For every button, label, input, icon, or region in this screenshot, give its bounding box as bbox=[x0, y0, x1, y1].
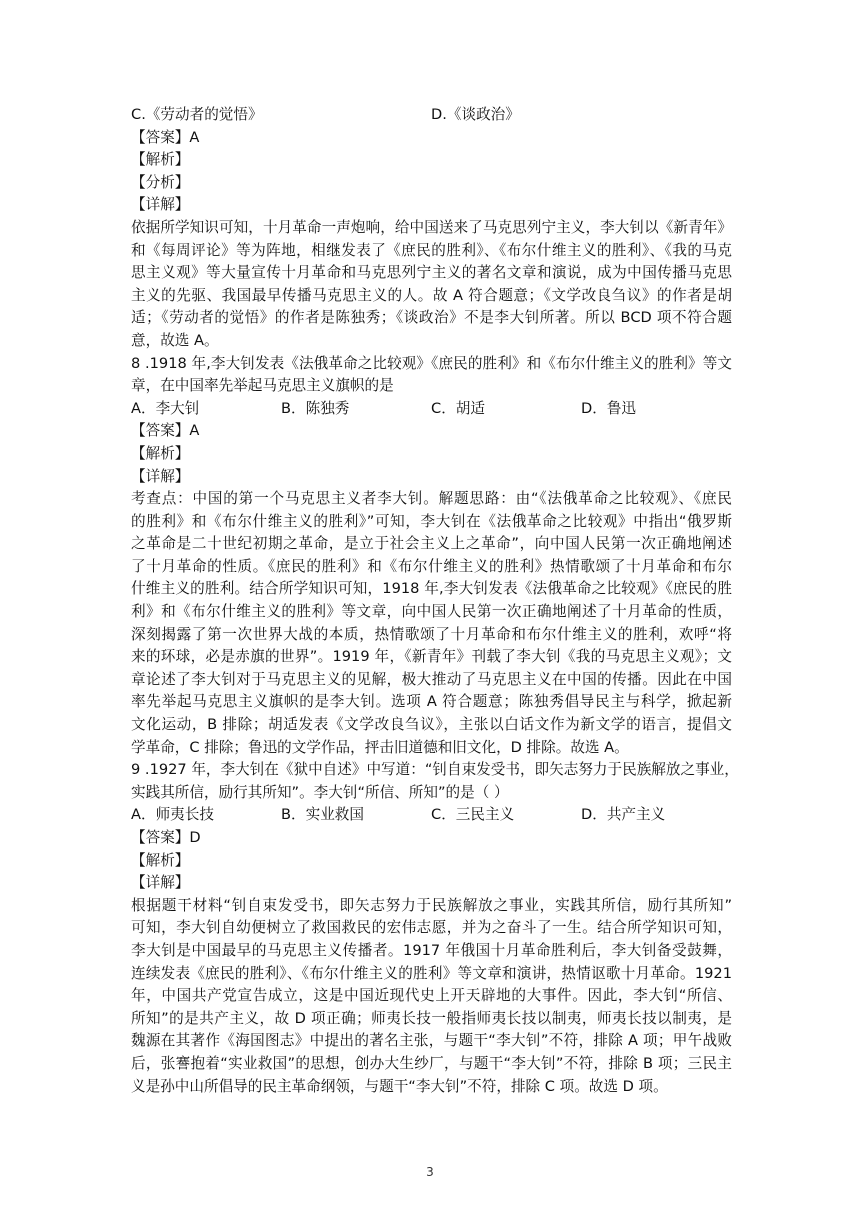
label-line: 【答案】A bbox=[131, 128, 200, 146]
option-row bbox=[131, 398, 732, 421]
label-line: 【答案】D bbox=[131, 829, 201, 846]
text-line: 的胜利》和《布尔什维主义的胜利》”可知，李大钊在《法俄革命之比较观》中指出“俄罗斯 bbox=[131, 512, 732, 530]
label-line: 【详解】 bbox=[131, 874, 190, 892]
option-row bbox=[131, 804, 732, 827]
label-line: 【详解】 bbox=[131, 196, 190, 214]
text-line: 了十月革命的性质。《庶民的胜利》和《布尔什维主义的胜利》热情歌颂了十月革命和布尔 bbox=[131, 557, 732, 575]
text-line: 李大钊是中国最早的马克思主义传播者。1917 年俄国十月革命胜利后，李大钊备受鼓舞， bbox=[131, 941, 732, 959]
text-line: 9 .1927 年，李大钊在《狱中自述》中写道：“钊自束发受书，即矢志努力于民族解放之事业， bbox=[131, 761, 739, 779]
label-line: 【解析】 bbox=[131, 851, 190, 869]
text-line: 学革命，C 排除；鲁迅的文学作品，抨击旧道德和旧文化，D 排除。故选 A。 bbox=[131, 738, 629, 756]
text-line: 之革命是二十世纪初期之革命，是立于社会主义上之革命”，向中国人民第一次正确地阐述 bbox=[131, 535, 732, 553]
option-row bbox=[131, 104, 732, 127]
text-line: 年，中国共产党宣告成立，这是中国近现代史上开天辟地的大事件。因此，李大钊“所信、 bbox=[131, 987, 732, 1005]
text-line: 思主义观》等大量宣传十月革命和马克思列宁主义的著名文章和演说，成为中国传播马克思 bbox=[131, 264, 732, 282]
label-line: 【分析】 bbox=[131, 173, 190, 191]
label-line: 【答案】A bbox=[131, 422, 200, 440]
text-line: 章论述了李大钊对于马克思主义的见解，极大推动了马克思主义在中国的传播。因此在中国 bbox=[131, 670, 732, 688]
text-line: 来的环球，必是赤旗的世界”。1919 年，《新青年》刊载了李大钊《我的马克思主义观》；文 bbox=[131, 648, 732, 666]
option-item: D．共产主义 bbox=[581, 806, 666, 824]
text-line: 所知”的是共产主义，故 D 项正确；师夷长技一般指师夷长技以制夷，师夷长技以制夷，是 bbox=[131, 1009, 732, 1027]
text-line: 根据题干材料“钊自束发受书，即矢志努力于民族解放之事业，实践其所信，励行其所知” bbox=[131, 896, 732, 914]
text-line: 义是孙中山所倡导的民主革命纲领，与题干“李大钊”不符，排除 C 项。故选 D 项。 bbox=[131, 1077, 668, 1095]
text-line: 利》和《布尔什维主义的胜利》等文章，向中国人民第一次正确地阐述了十月革命的性质， bbox=[131, 603, 732, 621]
option-item: C．胡适 bbox=[431, 399, 485, 417]
option-item: B．实业救国 bbox=[281, 806, 364, 824]
text-line: 主义的先驱、我国最早传播马克思主义的人。故 A 符合题意；《文学改良刍议》的作者是胡 bbox=[131, 286, 732, 304]
text-line: 率先举起马克思主义旗帜的是李大钊。选项 A 符合题意；陈独秀倡导民主与科学，掀起新 bbox=[131, 693, 732, 711]
option-item: C.《劳动者的觉悟》 bbox=[131, 106, 263, 123]
text-line: 后，张謇抱着“实业救国”的思想，创办大生纱厂，与题干“李大钊”不符，排除 B 项；三民主 bbox=[131, 1054, 732, 1072]
label-line: 【详解】 bbox=[131, 467, 190, 485]
text-line: 依据所学知识可知，十月革命一声炮响，给中国送来了马克思列宁主义，李大钊以《新青年》 bbox=[131, 218, 732, 236]
text-line: 和《每周评论》等为阵地，相继发表了《庶民的胜利》、《布尔什维主义的胜利》、《我的马克 bbox=[131, 241, 732, 259]
text-line: 章，在中国率先举起马克思主义旗帜的是 bbox=[131, 377, 394, 395]
text-line: 8 .1918 年,李大钊发表《法俄革命之比较观》《庶民的胜利》和《布尔什维主义的胜利》等文 bbox=[131, 354, 732, 372]
option-item: D.《谈政治》 bbox=[431, 106, 520, 123]
text-line: 适；《劳动者的觉悟》的作者是陈独秀；《谈政治》不是李大钊所著。所以 BCD 项不符合题 bbox=[131, 309, 732, 327]
text-line: 连续发表《庶民的胜利》、《布尔什维主义的胜利》等文章和演讲，热情讴歌十月革命。1921 bbox=[131, 964, 732, 982]
text-line: 意，故选 A。 bbox=[131, 331, 219, 349]
text-line: 实践其所信，励行其所知”。李大钊“所信、所知”的是（ ） bbox=[131, 783, 509, 801]
text-line: 考查点：中国的第一个马克思主义者李大钊。解题思路：由“《法俄革命之比较观》、《庶民 bbox=[131, 490, 732, 508]
option-item: A．师夷长技 bbox=[131, 806, 214, 824]
label-line: 【解析】 bbox=[131, 151, 190, 169]
option-item: D．鲁迅 bbox=[581, 399, 637, 417]
option-item: B．陈独秀 bbox=[281, 399, 350, 417]
page-number: 3 bbox=[426, 1165, 434, 1179]
label-line: 【解析】 bbox=[131, 444, 190, 462]
text-line: 深刻揭露了第一次世界大战的本质，热情歌颂了十月革命和布尔什维主义的胜利，欢呼“将 bbox=[131, 625, 732, 643]
option-item: C．三民主义 bbox=[431, 806, 515, 824]
text-line: 文化运动，B 排除；胡适发表《文学改良刍议》，主张以白话文作为新文学的语言，提倡文 bbox=[131, 716, 732, 734]
option-item: A．李大钊 bbox=[131, 399, 200, 417]
text-line: 什维主义的胜利。结合所学知识可知，1918 年,李大钊发表《法俄革命之比较观》《庶民的胜 bbox=[131, 580, 732, 598]
text-line: 魏源在其著作《海国图志》中提出的著名主张，与题干“李大钊”不符，排除 A 项；甲午战败 bbox=[131, 1032, 732, 1050]
text-line: 可知，李大钊自幼便树立了救国救民的宏伟志愿，并为之奋斗了一生。结合所学知识可知， bbox=[131, 919, 732, 937]
page-content bbox=[131, 104, 739, 1098]
